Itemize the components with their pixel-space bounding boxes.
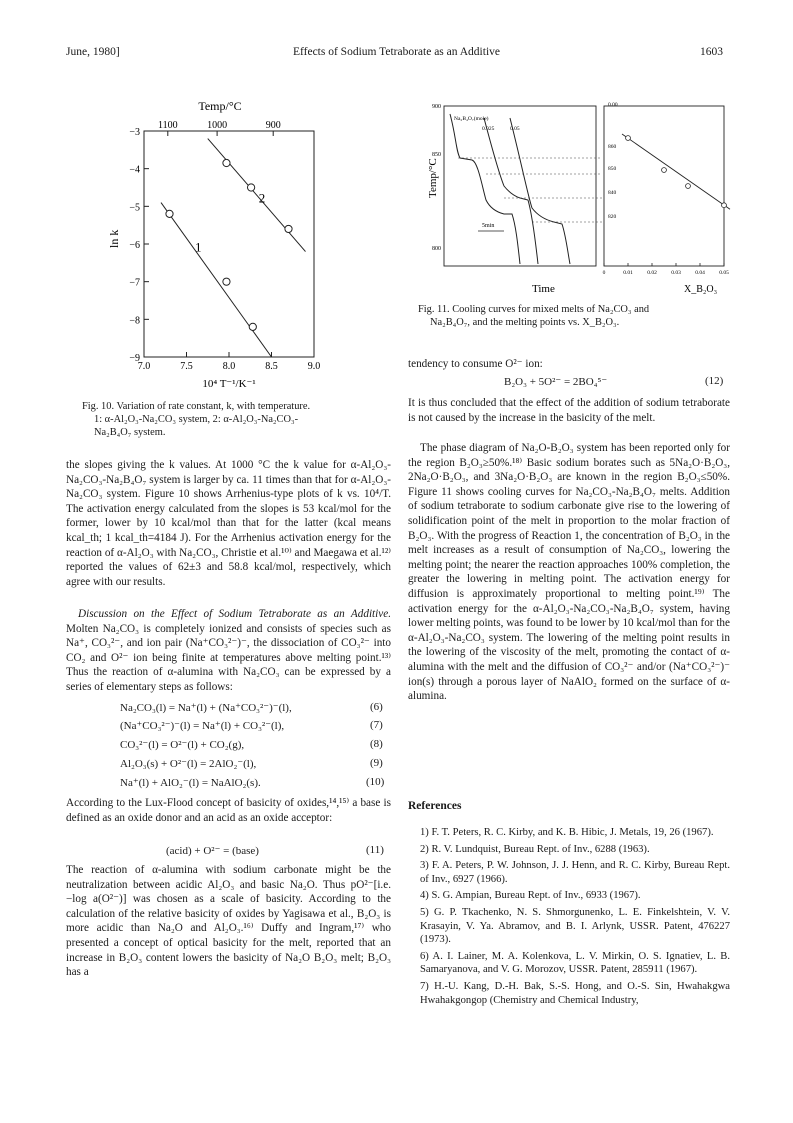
discussion-heading: Discussion on the Effect of Sodium Tetraborate as an Additive. [78, 608, 391, 620]
reference-item: 7) H.-U. Kang, D.-H. Bak, S.-S. Hong, and O.-S. Sin, Hwahakgwa Hwahakgongop (Chemistry and Chemical Industry, [420, 980, 730, 1006]
fig10-series-2-point [223, 159, 230, 166]
fig10-top-tick-label: 900 [265, 120, 281, 131]
equation-9-number: (9) [370, 757, 383, 769]
reference-item: 6) A. I. Lainer, M. A. Kolenkova, L. V. Mirkin, O. S. Ignatiev, L. B. Samaryanova, and V. G. Morozov, USSR. Patent, 285911 (1967). [420, 950, 730, 976]
fig10-x-tick-label: 8.5 [265, 361, 278, 372]
fig11-caption-line1: Fig. 11. Cooling curves for mixed melts of Na₂CO₃ and [418, 304, 650, 315]
page-number: 1603 [700, 46, 723, 58]
equation-11: (acid) + O²⁻ = (base) [166, 845, 259, 857]
fig11-curve-label-2: 0.05 [510, 126, 520, 132]
fig11-curve-label-1: 0.025 [482, 126, 495, 132]
fig11-cooling-curve-2 [510, 118, 570, 264]
reference-item: 2) R. V. Lundquist, Bureau Rept. of Inv., 6288 (1963). [420, 843, 650, 855]
left-column-para2 [66, 607, 391, 695]
fig11-left-ytick-900: 900 [432, 104, 441, 110]
fig10-y-tick-label: −9 [129, 353, 140, 364]
running-header-title: Effects of Sodium Tetraborate as an Additive [293, 46, 500, 58]
right-column-para2 [408, 396, 730, 425]
fig10-series-2-label: 2 [258, 190, 266, 206]
fig10-y-tick-label: −6 [129, 240, 140, 251]
fig10-top-axis-label: Temp/°C [198, 99, 242, 113]
fig11-right-x-tick-label: 0 [602, 270, 606, 276]
fig11-right-y-tick-label: 860 [608, 144, 617, 150]
reference-list [408, 826, 730, 1007]
fig10-y-tick-label: −7 [129, 277, 140, 289]
equation-6: Na₂CO₃(l) = Na⁺(l) + (Na⁺CO₃²⁻)⁻(l), [120, 702, 292, 714]
left-para3: According to the Lux-Flood concept of basicity of oxides,¹⁴,¹⁵⁾ a base is defined as an oxide donor and an acid as an oxide acceptor: [66, 797, 391, 824]
fig11-right-x-tick-label: 0.01 [623, 270, 633, 276]
fig10-chart [100, 96, 340, 396]
reference-item: 5) G. P. Tkachenko, N. S. Shmorgunenko, L. E. Finkelshtein, V. V. Krasayin, V. Ya. Abramov, and B. I. Arlynk, USSR. Patent, 476227 (1973). [420, 906, 730, 946]
fig11-right-y-tick-label: 840 [608, 190, 617, 196]
fig10-series-1-label: 1 [195, 239, 202, 255]
fig11-melting-point [626, 136, 631, 141]
left-para2: Molten Na₂CO₃ is completely ionized and consists of species such as Na⁺, CO₃²⁻, and ion pair (Na⁺CO₃²⁻)⁻, the dissociation of CO₃²⁻ into CO₂ and O²⁻ ion being finite at temperatures above melting point.¹³⁾ Thus the reaction of α-alumina with Na₂CO₃ can be expressed by a series of elementary steps as follows: [66, 622, 391, 693]
fig10-y-tick-label: −3 [129, 127, 140, 138]
fig11-cooling-curve-0 [450, 114, 520, 264]
fig11-right-x-tick-label: 0.03 [671, 270, 681, 276]
fig11-right-y-tick-label: 850 [608, 166, 617, 172]
left-para1: the slopes giving the k values. At 1000 °C the k value for α-Al₂O₃-Na₂CO₃-Na₂B₄O₇ system is larger by ca. 11 times than that for α-Al₂O₃-Na₂CO₃ system. Figure 10 shows Arrhenius-type plots of k vs. 10⁴/T. The activation energy calculated from the slopes is 53 kcal/mol for the former, lower by 10 kcal/mol than that for the latter (kcal means kcal_th; 1 kcal_th=4184 J). For the Arrhenius activation energy for the reaction of α-Al₂O₃ with Na₂CO₃, Christie et al.¹⁰⁾ and Maegawa et al.¹²⁾ reported the values of 62±3 and 58.8 kcal/mol, respectively, which agree with our results. [66, 459, 391, 588]
fig10-caption-line3: Na₂B₄O₇ system. [94, 427, 166, 438]
fig10-series-2-point [248, 184, 255, 191]
reference-item: 3) F. A. Peters, P. W. Johnson, J. J. Henn, and R. C. Kirby, Bureau Rept. of Inv., 6927 (1966). [420, 860, 730, 885]
fig10-series-2-point [285, 225, 292, 232]
references-heading: References [408, 800, 462, 812]
fig11-curve-label-0: Na₂B₄O₇(mole) [454, 116, 489, 122]
reference-item: 4) S. G. Ampian, Bureau Rept. of Inv., 6933 (1967). [420, 890, 641, 902]
fig11-caption-line2: Na₂B₄O₇, and the melting points vs. X_B₂O₃. [430, 317, 620, 328]
right-para2: It is thus concluded that the effect of the addition of sodium tetraborate is not caused by the increase in the basicity of the melt. [408, 397, 730, 424]
fig10-y-tick-label: −8 [129, 315, 140, 327]
fig11-right-y-tick-label: 820 [608, 214, 617, 220]
fig10-series-1-point [249, 323, 256, 330]
fig11-left-xlabel: Time [532, 283, 555, 295]
fig10-caption-line2: 1: α-Al₂O₃-Na₂CO₃ system, 2: α-Al₂O₃-Na₂CO₃- [94, 414, 299, 425]
fig10-series-2-line [208, 139, 306, 252]
left-column-para1 [66, 458, 391, 589]
fig11-left-ytick-800: 800 [432, 246, 441, 252]
fig11-melting-point [662, 168, 667, 173]
equation-12: B₂O₃ + 5O²⁻ = 2BO₄⁵⁻ [504, 376, 608, 388]
equation-12-number: (12) [705, 375, 724, 387]
fig10-y-axis-label: ln k [107, 229, 121, 248]
fig11-left-ylabel: Temp/°C [427, 158, 439, 198]
fig11-time-scale-label: 5min [482, 223, 495, 229]
fig10-top-tick-label: 1100 [157, 120, 178, 131]
fig10-x-tick-label: 8.0 [222, 361, 236, 372]
right-column-para3 [408, 441, 730, 704]
equation-6-number: (6) [370, 701, 383, 713]
fig11-melting-point [722, 203, 727, 208]
left-column-para3 [66, 796, 391, 825]
fig10-caption [82, 400, 392, 439]
fig11-melting-fit-line [622, 134, 730, 209]
equation-11-number: (11) [366, 844, 384, 856]
equation-8: CO₃²⁻(l) = O²⁻(l) + CO₂(g), [120, 739, 245, 751]
fig11-melting-frame [604, 106, 724, 266]
fig10-top-tick-label: 1000 [207, 120, 228, 131]
equation-7-number: (7) [370, 719, 383, 731]
fig10-x-tick-label: 9.0 [307, 361, 321, 372]
fig11-chart [412, 96, 742, 301]
equation-7: (Na⁺CO₃²⁻)⁻(l) = Na⁺(l) + CO₃²⁻(l), [120, 720, 285, 732]
equation-9: Al₂O₃(s) + O²⁻(l) = 2AlO₂⁻(l), [120, 758, 257, 770]
fig10-x-tick-label: 7.5 [180, 361, 193, 372]
right-para1: tendency to consume O²⁻ ion: [408, 358, 543, 370]
fig11-melting-point [686, 184, 691, 189]
fig10-x-axis-label: 10⁴ T⁻¹/K⁻¹ [202, 378, 256, 390]
equation-8-number: (8) [370, 738, 383, 750]
left-para4: The reaction of α-alumina with sodium carbonate might be the neutralization between acidic Al₂O₃ and basic Na₂O. Thus pO²⁻[i.e. −log a(O²⁻)] was chosen as a scale of basicity. According to the calculation of the relative basicity of oxides by Yagisawa et al., B₂O₃ is more acidic than Na₂O and Al₂O₃.¹⁶⁾ Duffy and Ingram,¹⁷⁾ who presented a concept of optical basicity for the melt, reported that an increase in B₂O₃ content lowers the basicity of Na₂O B₂O₃ melt; B₂O₃ has a [66, 864, 391, 979]
equation-10: Na⁺(l) + AlO₂⁻(l) = NaAlO₂(s). [120, 777, 261, 789]
reference-item: 1) F. T. Peters, R. C. Kirby, and K. B. Hibic, J. Metals, 19, 26 (1967). [420, 827, 714, 838]
fig11-right-x-tick-label: 0.02 [647, 270, 657, 276]
fig11-caption [418, 303, 748, 329]
right-para3: The phase diagram of Na₂O-B₂O₃ system has been reported only for the region B₂O₃≥50%.¹⁸⁾ Basic sodium borates such as 5Na₂O·B₂O₃, 2Na₂O·B₂O₃, and 3Na₂O·B₂O₃ are known in the region B₂O₃≤50%. Figure 11 shows cooling curves for Na₂CO₃-Na₂B₄O₇ melts. Addition of sodium tetraborate to sodium carbonate give rise to the lowering of solidification point of the melt in proportion to the molar fraction of B₂O₃. With the progress of Reaction 1, the concentration of B₂O₃ in the melt increases as a result of consumption of Na₂CO₃, lowering the melting point; the nearer the reaction approaches 100% completion, the greater the lowering in melting point. The activation energy for diffusion is approximately proportional to melting point.¹⁹⁾ The activation energy for the α-Al₂O₃-Na₂CO₃-Na₂B₄O₇ system, having lower melting points, was found to be lower by 10 kcal/mol than for the α-Al₂O₃-Na₂CO₃ system. The lowering of the melting point results in the lowering of the viscosity of the melt, promoting the contact of α-alumina with the melt and the diffusion of CO₃²⁻ and/or (Na⁺CO₃²⁻)⁻ ion(s) through a porous layer of NaAlO₂ formed on the surface of α-alumina. [408, 442, 730, 703]
fig10-y-tick-label: −5 [129, 202, 140, 214]
fig11-cooling-curve-1 [484, 118, 538, 264]
fig11-right-xlabel: X_B₂O₃ [684, 284, 718, 295]
fig11-right-y-tick-label: 0.00 [608, 102, 618, 108]
fig10-y-tick-label: −4 [129, 164, 140, 176]
fig11-left-ytick-850: 850 [432, 152, 441, 158]
left-column-para4 [66, 863, 391, 980]
fig11-right-x-tick-label: 0.05 [719, 270, 729, 276]
right-column-para1 [408, 357, 730, 372]
fig10-series-1-line [161, 203, 272, 357]
running-header-left: June, 1980] [66, 46, 120, 58]
fig10-caption-line1: Fig. 10. Variation of rate constant, k, with temperature. [82, 401, 311, 412]
fig11-right-x-tick-label: 0.04 [695, 270, 705, 276]
fig10-series-1-point [223, 278, 230, 285]
fig11-cooling-frame [444, 106, 596, 266]
fig10-series-1-point [166, 210, 173, 217]
equation-10-number: (10) [366, 776, 385, 788]
fig10-x-tick-label: 7.0 [137, 361, 151, 372]
